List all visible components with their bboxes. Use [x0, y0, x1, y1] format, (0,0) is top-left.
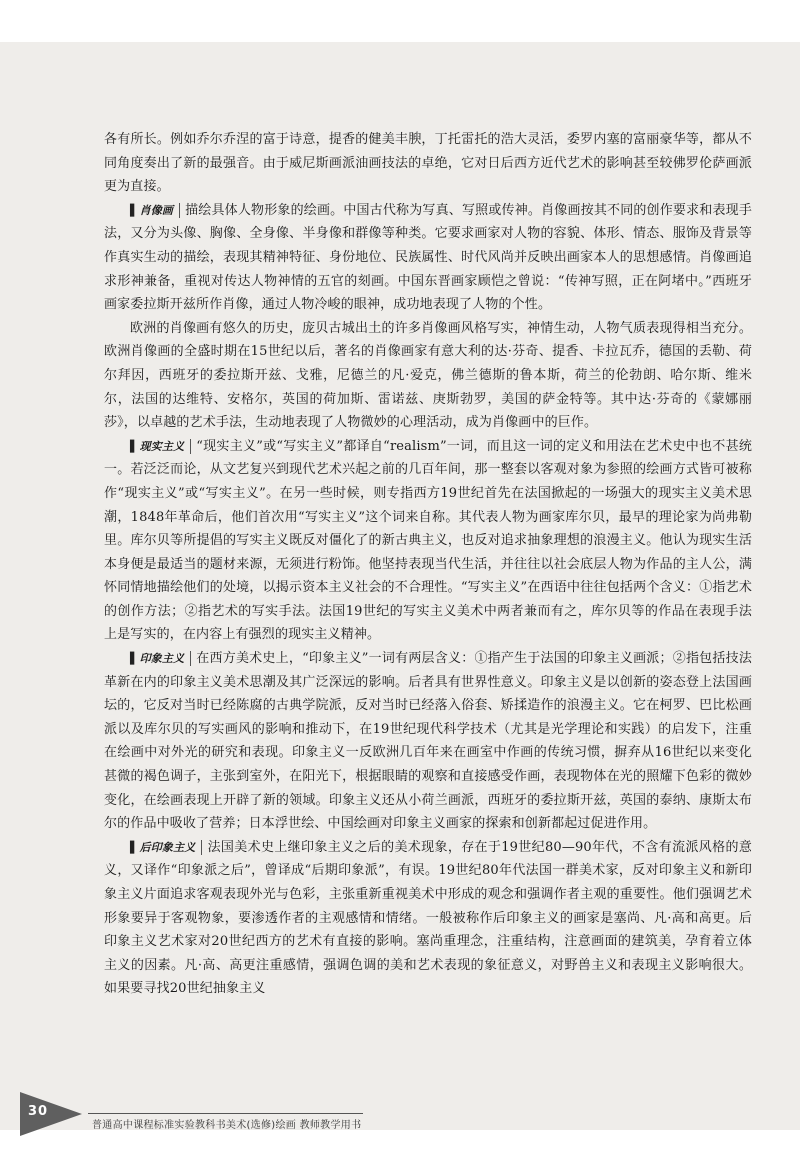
page-sheet — [0, 42, 800, 1130]
paragraph-continuation: 各有所长。例如乔尔乔涅的富于诗意，提香的健美丰腴，丁托雷托的浩大灵活，委罗内塞的富丽豪华等，都从不同角度奏出了新的最强音。由于威尼斯画派油画技法的卓绝，它对日后西方近代艺术的影响甚至较佛罗伦萨画派更为直接。 — [104, 132, 752, 195]
entry-text-impressionism: 在西方美术史上，“印象主义”一词有两层含义：①指产生于法国的印象主义画派；②指包括技法革新在内的印象主义美术思潮及其广泛深远的影响。后者具有世界性意义。印象主义是以创新的姿态登上法国画坛的，它反对当时已经陈腐的古典学院派，反对当时已经落入俗套、矫揉造作的浪漫主义。它在柯罗、巴比松画派以及库尔贝的写实画风的影响和推动下，在19世纪现代科学技术（尤其是光学理论和实践）的启发下，注重在绘画中对外光的研究和表现。印象主义一反欧洲几百年来在画室中作画的传统习惯，摒弃从16世纪以来变化甚微的褐色调子，主张到室外，在阳光下，根据眼睛的观察和直接感受作画，表现物体在光的照耀下色彩的微妙变化，在绘画表现上开辟了新的领域。印象主义还从小荷兰画派，西班牙的委拉斯开兹，英国的泰纳、康斯太布尔的作品中吸收了营养；日本浮世绘、中国绘画对印象主义画家的探索和创新都起过促进作用。 — [104, 651, 752, 832]
entry-text-portrait: 描绘具体人物形象的绘画。中国古代称为写真、写照或传神。肖像画按其不同的创作要求和表现手法，又分为头像、胸像、全身像、半身像和群像等种类。它要求画家对人物的容貌、体形、情态、服饰及背景等作真实生动的描绘，表现其精神特征、身份地位、民族属性、时代风尚并反映出画家本人的思想感情。肖像画追求形神兼备，重视对传达人物神情的五官的刻画。中国东晋画家顾恺之曾说：“传神写照，正在阿堵中。”西班牙画家委拉斯开兹所作肖像，通过人物冷峻的眼神，成功地表现了人物的个性。 — [104, 202, 752, 313]
entry-post-impressionism — [104, 836, 752, 1001]
term-tag-impressionism: ▌ 印象主义 — [130, 651, 191, 666]
book-title: 普通高中课程标准实验教科书美术(选修)绘画 教师教学用书 — [92, 1120, 362, 1131]
entry-portrait — [104, 199, 752, 317]
entry-text-post-impressionism: 法国美术史上继印象主义之后的美术现象，存在于19世纪80—90年代，不含有流派风格的意义，又译作“印象派之后”，曾译成“后期印象派”，有误。19世纪80年代法国一群美术家，反对印象主义和新印象主义片面追求客观表现外光与色彩，主张重新重视美术中形成的观念和强调作者主观的重要性。他们强调艺术形象要异于客观物象，要渗透作者的主观感情和情绪。一般被称作后印象主义的画家是塞尚、凡·高和高更。后印象主义艺术家对20世纪西方的艺术有直接的影响。塞尚重理念，注重结构，注意画面的建筑美，孕育着立体主义的因素。凡·高、高更注重感情，强调色调的美和艺术表现的象征意义，对野兽主义和表现主义影响很大。如果要寻找20世纪抽象主义 — [104, 839, 752, 997]
entry-impressionism — [104, 647, 752, 836]
page-footer — [0, 1090, 800, 1150]
term-tag-post-impressionism: ▌ 后印象主义 — [130, 840, 202, 855]
term-tag-portrait: ▌ 肖像画 — [130, 203, 180, 218]
entry-realism — [104, 435, 752, 647]
body-text — [104, 128, 752, 1001]
term-tag-realism: ▌ 现实主义 — [130, 439, 191, 454]
footer-rule — [88, 1113, 363, 1114]
paragraph-portrait-history: 欧洲的肖像画有悠久的历史，庞贝古城出土的许多肖像画风格写实，神情生动，人物气质表现得相当充分。欧洲肖像画的全盛时期在15世纪以后，著名的肖像画家有意大利的达·芬奇、提香、卡拉瓦乔，德国的丢勒、荷尔拜因，西班牙的委拉斯开兹、戈雅，尼德兰的凡·爱克，佛兰德斯的鲁本斯，荷兰的伦勃朗、哈尔斯、维米尔，法国的达维特、安格尔，英国的荷加斯、雷诺兹、庚斯勃罗，美国的萨金特等。其中达·芬奇的《蒙娜丽莎》，以卓越的艺术手法，生动地表现了人物微妙的心理活动，成为肖像画中的巨作。 — [104, 320, 752, 431]
entry-text-realism: “现实主义”或“写实主义”都译自“realism”一词，而且这一词的定义和用法在艺术史中也不甚统一。若泛泛而论，从文艺复兴到现代艺术兴起之前的几百年间，那一整套以客观对象为参照的绘画方式皆可被称作“现实主义”或“写实主义”。在另一些时候，则专指西方19世纪首先在法国掀起的一场强大的现实主义美术思潮，1848年革命后，他们首次用“写实主义”这个词来自称。其代表人物为画家库尔贝，最早的理论家为尚弗勒里。库尔贝等所提倡的写实主义既反对僵化了的新古典主义，也反对追求抽象理想的浪漫主义。他认为现实生活本身便是最适当的题材来源，无须进行粉饰。他坚持表现当代生活，并往往以社会底层人物为作品的主人公，满怀同情地描绘他们的处境，以揭示资本主义社会的不合理性。“写实主义”在西语中往往包括两个含义：①指艺术的创作方法；②指艺术的写实手法。法国19世纪的写实主义美术中两者兼而有之，库尔贝等的作品在表现手法上是写实的，在内容上有强烈的现实主义精神。 — [104, 438, 752, 643]
page-number: 30 — [28, 1104, 49, 1119]
